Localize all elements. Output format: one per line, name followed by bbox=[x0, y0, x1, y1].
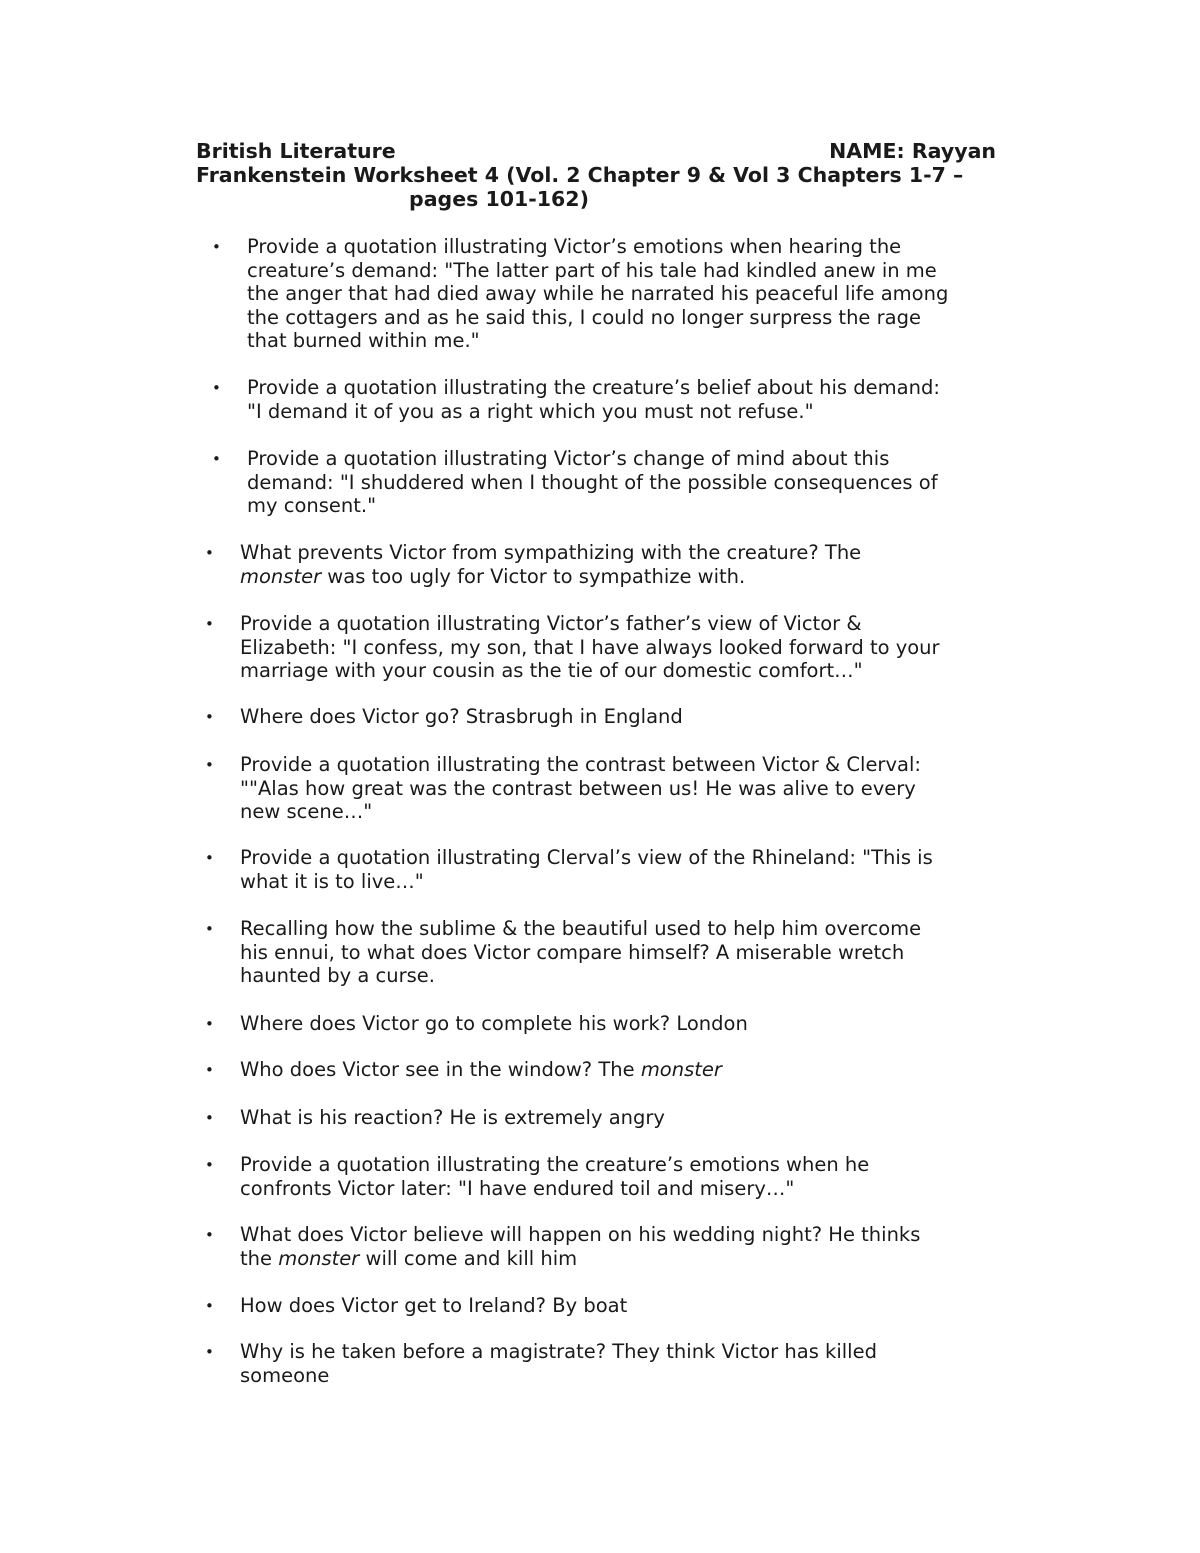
worksheet-title: Frankenstein Worksheet 4 (Vol. 2 Chapter 9 & Vol 3 Chapters 1-7 – bbox=[196, 163, 964, 187]
bullet: • bbox=[205, 1343, 214, 1361]
list-item: Provide a quotation illustrating the creature’s belief about his demand: "I demand it of you as a right which you must not refuse." bbox=[247, 376, 940, 423]
bullet: • bbox=[205, 708, 214, 726]
list-item: What does Victor believe will happen on his wedding night? He thinks the monster will come and kill him bbox=[240, 1223, 921, 1270]
list-item: Provide a quotation illustrating the contrast between Victor & Clerval: ""Alas how great was the contrast between us! He was alive to every new scene…" bbox=[240, 753, 921, 824]
list-item: Provide a quotation illustrating the creature’s emotions when he confronts Victor later: "I have endured toil and misery…" bbox=[240, 1153, 870, 1200]
list-item: Why is he taken before a magistrate? They think Victor has killed someone bbox=[240, 1340, 877, 1387]
bullet: • bbox=[212, 450, 221, 468]
bullet: • bbox=[205, 1015, 214, 1033]
bullet: • bbox=[205, 920, 214, 938]
list-item: Where does Victor go to complete his work? London bbox=[240, 1012, 748, 1035]
course-title: British Literature bbox=[196, 139, 396, 163]
list-item: Where does Victor go? Strasbrugh in England bbox=[240, 705, 683, 728]
list-item: Who does Victor see in the window? The monster bbox=[240, 1058, 722, 1081]
bullet: • bbox=[212, 379, 221, 397]
bullet: • bbox=[205, 1109, 214, 1127]
bullet: • bbox=[205, 1061, 214, 1079]
header-row bbox=[196, 139, 996, 163]
list-item: Provide a quotation illustrating Clerval’s view of the Rhineland: "This is what it is to live…" bbox=[240, 846, 933, 893]
list-item: What is his reaction? He is extremely angry bbox=[240, 1106, 665, 1129]
worksheet-header bbox=[196, 139, 1026, 211]
bullet: • bbox=[205, 544, 214, 562]
list-item: Provide a quotation illustrating Victor’s change of mind about this demand: "I shuddered when I thought of the possible consequences of my consent." bbox=[247, 447, 938, 518]
student-name: NAME: Rayyan bbox=[829, 139, 996, 163]
worksheet-pages: pages 101-162) bbox=[409, 187, 589, 211]
list-item: How does Victor get to Ireland? By boat bbox=[240, 1294, 628, 1317]
list-item: Recalling how the sublime & the beautiful used to help him overcome his ennui, to what does Victor compare himself? A miserable wretch haunted by a curse. bbox=[240, 917, 922, 988]
bullet: • bbox=[205, 1156, 214, 1174]
bullet: • bbox=[205, 1226, 214, 1244]
bullet: • bbox=[205, 615, 214, 633]
list-item: Provide a quotation illustrating Victor’s emotions when hearing the creature’s demand: "The latter part of his tale had kindled anew in me the anger that had died away while he narrated his peaceful life among the cottagers and as he said this, I could no longer surpress the rage that burned within me." bbox=[247, 235, 949, 353]
list-item: What prevents Victor from sympathizing with the creature? The monster was too ugly for Victor to sympathize with. bbox=[240, 541, 862, 588]
bullet: • bbox=[205, 756, 214, 774]
bullet: • bbox=[212, 238, 221, 256]
list-item: Provide a quotation illustrating Victor’s father’s view of Victor & Elizabeth: "I confess, my son, that I have always looked forward to your marriage with your cousin as the tie of our domestic comfort…" bbox=[240, 612, 940, 683]
bullet: • bbox=[205, 849, 214, 867]
bullet: • bbox=[205, 1297, 214, 1315]
